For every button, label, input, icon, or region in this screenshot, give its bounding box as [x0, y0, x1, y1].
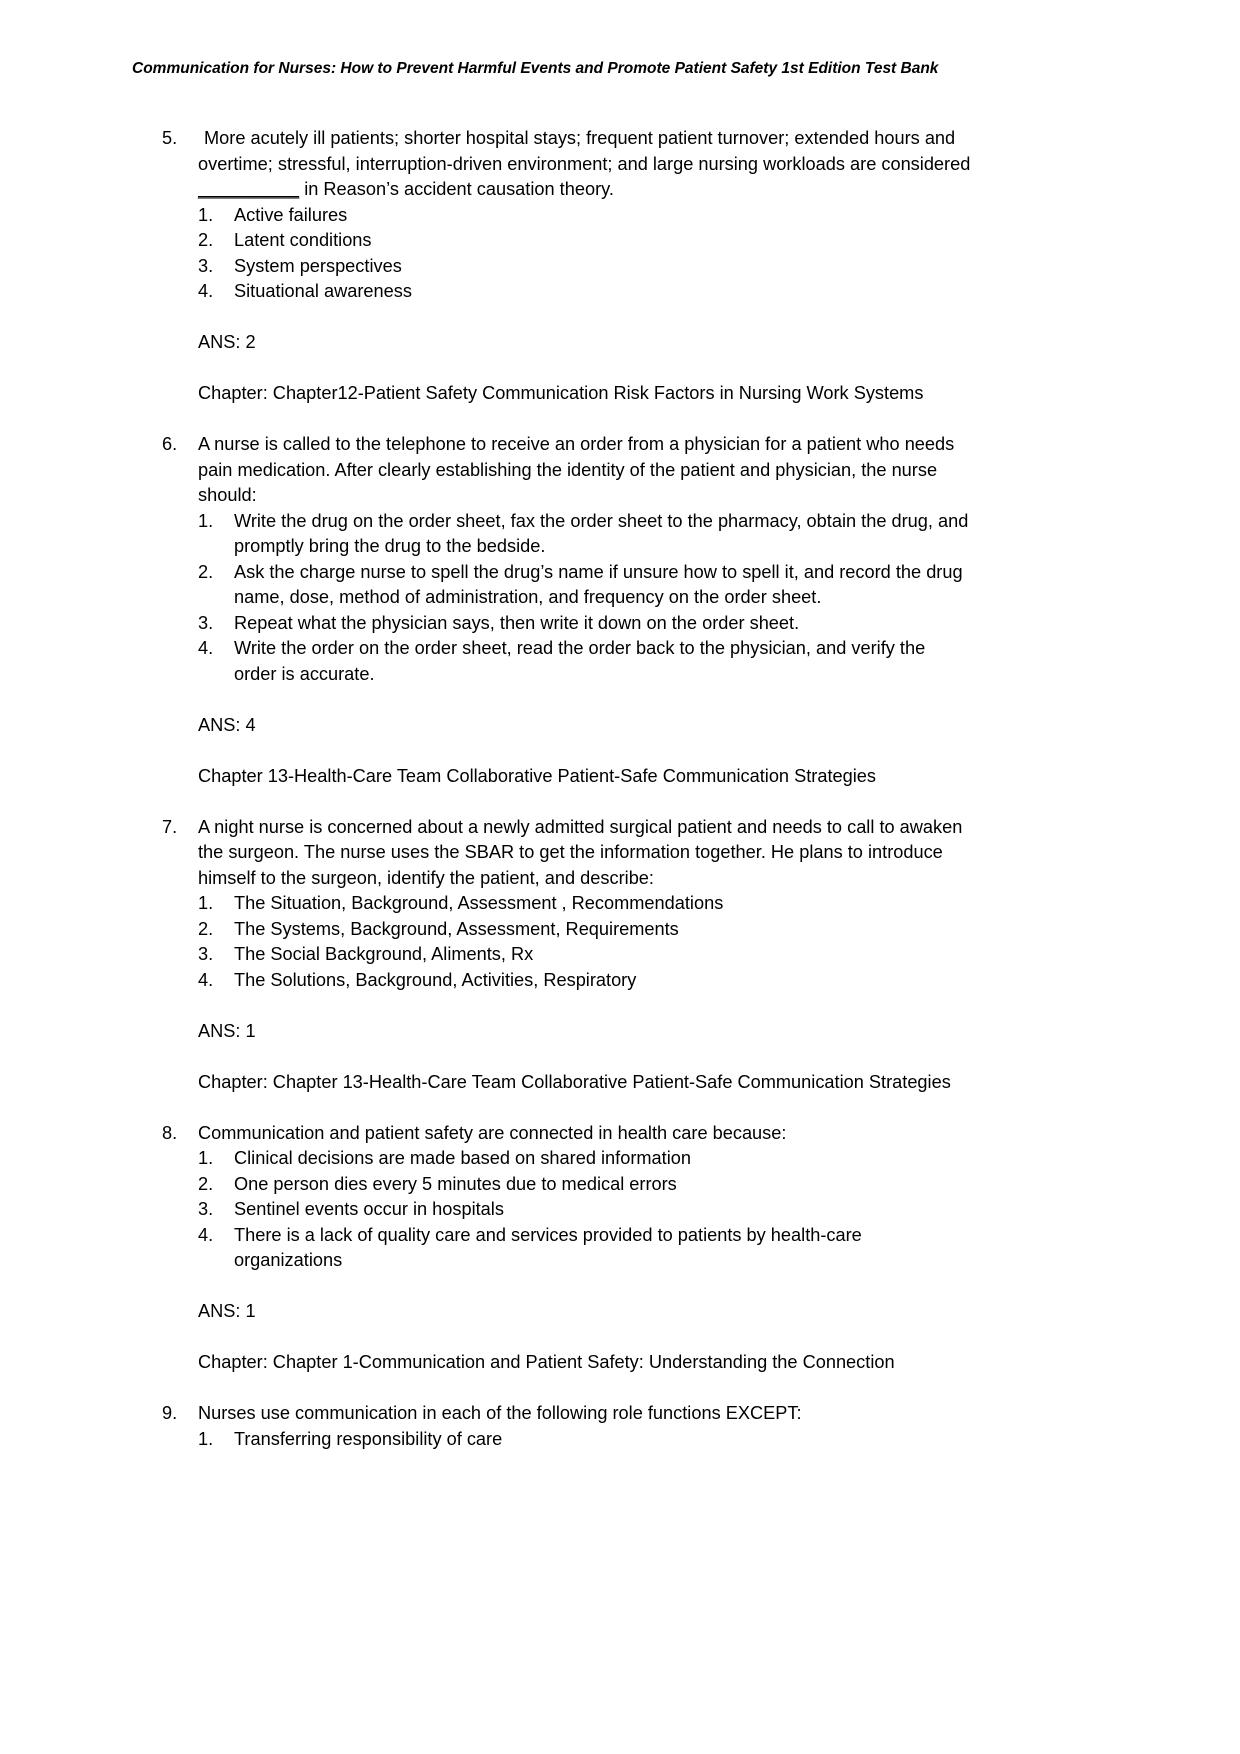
- question-stem: A night nurse is concerned about a newly admitted surgical patient and needs to call to awaken the surgeon. The nurse uses the SBAR to get the information together. He plans to introduce himself to the surgeon, identify the patient, and describe:: [198, 816, 963, 888]
- option-number: 2.: [198, 918, 214, 939]
- option-text: The Social Background, Aliments, Rx: [234, 944, 534, 964]
- question-number: 8.: [162, 1122, 178, 1143]
- option-number: 1.: [198, 1148, 214, 1168]
- answer-line: ANS: 1: [198, 1020, 256, 1041]
- option-number: 2.: [198, 1173, 214, 1194]
- blank-line: [160, 407, 972, 433]
- option-text: System perspectives: [234, 255, 402, 276]
- blank-line: [160, 305, 972, 331]
- option-number: 1.: [198, 893, 214, 913]
- option-number: 1.: [198, 1428, 214, 1449]
- blank-line: [160, 789, 972, 815]
- question-stem-part1: More acutely ill patients; shorter hospital stays; frequent patient turnover; extended hours and overtime; stressful, interruption-driven environment; and large nursing workloads are considered: [198, 128, 971, 174]
- option-list: [198, 203, 972, 305]
- option-text: The Systems, Background, Assessment, Requirements: [234, 918, 679, 939]
- option-number: 2.: [198, 230, 214, 250]
- option-number: 4.: [198, 969, 214, 990]
- option-number: 1.: [198, 510, 214, 531]
- question-block-5: [160, 126, 972, 432]
- option-item[interactable]: [198, 254, 972, 280]
- question-number: 9.: [162, 1403, 178, 1423]
- option-item[interactable]: [198, 1172, 972, 1198]
- chapter-line: Chapter: Chapter 1-Communication and Patient Safety: Understanding the Connection: [198, 1352, 895, 1372]
- answer-line: ANS: 4: [198, 714, 256, 735]
- option-text: Sentinel events occur in hospitals: [234, 1199, 504, 1219]
- question-stem: A nurse is called to the telephone to receive an order from a physician for a patient who needs pain medication. After clearly establishing the identity of the patient and physician, the nurse should:: [198, 434, 955, 505]
- option-item[interactable]: [198, 611, 972, 637]
- option-number: 3.: [198, 255, 214, 276]
- option-text: One person dies every 5 minutes due to medical errors: [234, 1173, 677, 1194]
- option-text: Transferring responsibility of care: [234, 1428, 503, 1449]
- blank-line: [160, 738, 972, 764]
- option-text: There is a lack of quality care and services provided to patients by health-care organizations: [234, 1224, 862, 1270]
- option-number: 3.: [198, 944, 214, 964]
- option-number: 4.: [198, 281, 214, 301]
- document-header-title: Communication for Nurses: How to Prevent Harmful Events and Promote Patient Safety 1st Edition Test Bank: [132, 60, 939, 77]
- option-item[interactable]: [198, 560, 972, 611]
- blank-line: [160, 1095, 972, 1121]
- blank-line: [160, 1376, 972, 1402]
- question-stem: [198, 126, 972, 203]
- question-stem-row: [160, 432, 972, 509]
- option-list: [198, 509, 972, 688]
- option-text: Write the drug on the order sheet, fax the order sheet to the pharmacy, obtain the drug, and promptly bring the drug to the bedside.: [234, 510, 969, 556]
- option-text: The Situation, Background, Assessment , Recommendations: [234, 893, 724, 913]
- blank-line: [160, 687, 972, 713]
- option-number: 1.: [198, 204, 214, 225]
- option-number: 2.: [198, 561, 214, 582]
- blank-line: [160, 993, 972, 1019]
- option-item[interactable]: [198, 968, 972, 994]
- option-number: 4.: [198, 638, 214, 658]
- blank-line: [160, 1325, 972, 1351]
- option-item[interactable]: [198, 228, 972, 254]
- question-blank: __________: [198, 179, 300, 199]
- option-list: [198, 1146, 972, 1274]
- option-list: [198, 891, 972, 993]
- option-number: 3.: [198, 612, 214, 633]
- question-block-7: [160, 815, 972, 1121]
- answer-line: ANS: 2: [198, 332, 256, 352]
- option-number: 4.: [198, 1224, 214, 1245]
- option-text: The Solutions, Background, Activities, Respiratory: [234, 969, 637, 990]
- option-item[interactable]: [198, 891, 972, 917]
- question-stem-row: [160, 1121, 972, 1147]
- option-item[interactable]: [198, 636, 972, 687]
- option-text: Clinical decisions are made based on shared information: [234, 1148, 691, 1168]
- chapter-line: Chapter 13-Health-Care Team Collaborative Patient-Safe Communication Strategies: [198, 765, 876, 786]
- question-number: 6.: [162, 434, 178, 454]
- option-text: Latent conditions: [234, 230, 372, 250]
- question-stem-row: [160, 1401, 972, 1427]
- option-item[interactable]: [198, 1223, 972, 1274]
- blank-line: [160, 1274, 972, 1300]
- option-text: Write the order on the order sheet, read the order back to the physician, and verify the order is accurate.: [234, 638, 926, 684]
- question-block-9: [160, 1401, 972, 1452]
- question-stem-part2: in Reason’s accident causation theory.: [299, 179, 614, 199]
- question-stem-row: [160, 815, 972, 892]
- option-item[interactable]: [198, 1197, 972, 1223]
- option-item[interactable]: [198, 279, 972, 305]
- question-stem: Nurses use communication in each of the following role functions EXCEPT:: [198, 1403, 802, 1423]
- question-number: 7.: [162, 816, 178, 837]
- option-list: [198, 1427, 972, 1453]
- option-item[interactable]: [198, 509, 972, 560]
- option-text: Repeat what the physician says, then write it down on the order sheet.: [234, 612, 800, 633]
- option-item[interactable]: [198, 1146, 972, 1172]
- option-item[interactable]: [198, 917, 972, 943]
- option-item[interactable]: [198, 1427, 972, 1453]
- option-text: Active failures: [234, 204, 348, 225]
- option-item[interactable]: [198, 203, 972, 229]
- question-block-6: [160, 432, 972, 815]
- document-body: [160, 126, 972, 1452]
- chapter-line: Chapter: Chapter12-Patient Safety Communication Risk Factors in Nursing Work Systems: [198, 383, 924, 403]
- option-text: Ask the charge nurse to spell the drug’s name if unsure how to spell it, and record the drug name, dose, method of administration, and frequency on the order sheet.: [234, 561, 963, 607]
- blank-line: [160, 356, 972, 382]
- question-number: 5.: [162, 128, 178, 148]
- answer-line: ANS: 1: [198, 1301, 256, 1321]
- question-stem-row: [160, 126, 972, 203]
- option-text: Situational awareness: [234, 281, 412, 301]
- blank-line: [160, 1044, 972, 1070]
- option-item[interactable]: [198, 942, 972, 968]
- chapter-line: Chapter: Chapter 13-Health-Care Team Collaborative Patient-Safe Communication Strategies: [198, 1071, 951, 1092]
- option-number: 3.: [198, 1199, 214, 1219]
- question-stem: Communication and patient safety are connected in health care because:: [198, 1122, 787, 1143]
- question-block-8: [160, 1121, 972, 1402]
